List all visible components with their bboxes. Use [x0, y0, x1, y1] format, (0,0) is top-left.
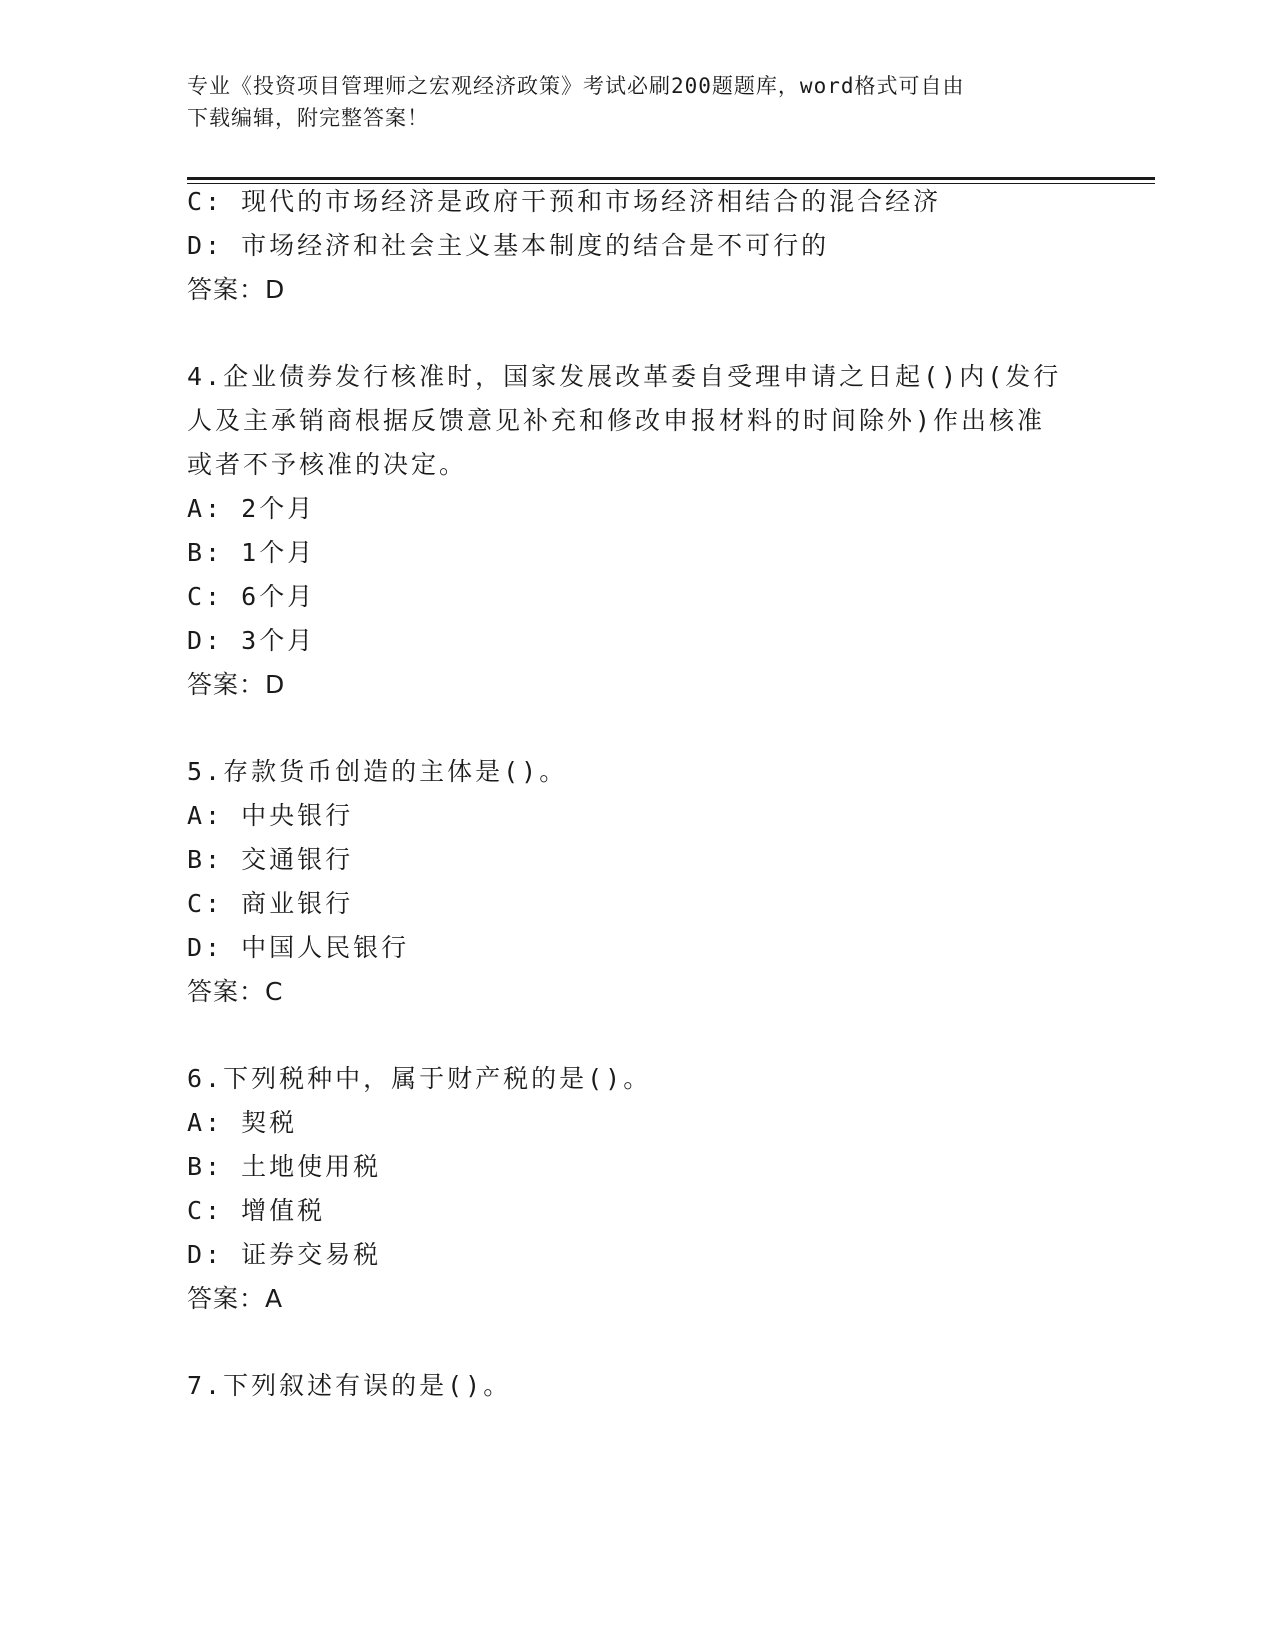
q4-stem-line-1: 4.企业债券发行核准时，国家发展改革委自受理申请之日起()内(发行 [187, 362, 1062, 391]
q5-answer: 答案：C [187, 977, 284, 1006]
q6-option-b: B: 土地使用税 [187, 1152, 382, 1181]
q4-option-b: B: 1个月 [187, 538, 316, 567]
q4-stem-line-2: 人及主承销商根据反馈意见补充和修改申报材料的时间除外)作出核准 [187, 406, 1046, 435]
header-line-1: 专业《投资项目管理师之宏观经济政策》考试必刷200题题库，word格式可自由 [187, 74, 965, 98]
q4-option-a: A: 2个月 [187, 494, 316, 523]
q6-stem: 6.下列税种中，属于财产税的是()。 [187, 1064, 652, 1093]
header-divider-thin [187, 183, 1155, 184]
q4-answer: 答案：D [187, 670, 286, 699]
header-line-2: 下载编辑，附完整答案！ [187, 106, 429, 130]
q6-option-c: C: 增值税 [187, 1196, 326, 1225]
document-header [187, 70, 1087, 134]
q6-answer: 答案：A [187, 1284, 284, 1313]
q3-option-c: C: 现代的市场经济是政府干预和市场经济相结合的混合经济 [187, 187, 942, 216]
header-divider-thick [187, 177, 1155, 180]
q6-option-a: A: 契税 [187, 1108, 298, 1137]
q5-option-d: D: 中国人民银行 [187, 933, 410, 962]
q4-option-d: D: 3个月 [187, 626, 316, 655]
q5-stem: 5.存款货币创造的主体是()。 [187, 757, 568, 786]
q6-option-d: D: 证券交易税 [187, 1240, 382, 1269]
q7-stem: 7.下列叙述有误的是()。 [187, 1371, 512, 1400]
q4-option-c: C: 6个月 [187, 582, 316, 611]
q3-option-d: D: 市场经济和社会主义基本制度的结合是不可行的 [187, 231, 830, 260]
q5-option-b: B: 交通银行 [187, 845, 354, 874]
q4-stem-line-3: 或者不予核准的决定。 [187, 450, 468, 479]
q5-option-a: A: 中央银行 [187, 801, 354, 830]
q5-option-c: C: 商业银行 [187, 889, 354, 918]
q3-answer: 答案：D [187, 275, 286, 304]
